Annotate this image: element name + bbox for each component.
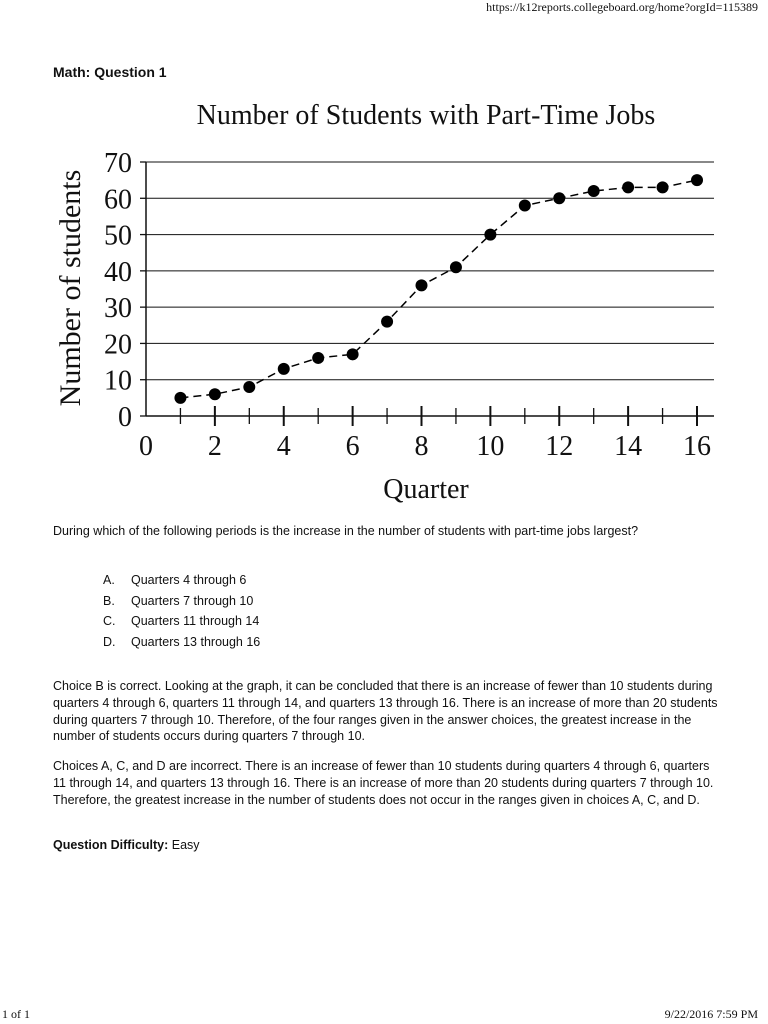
- page-url: https://k12reports.collegeboard.org/home?orgId=115389: [486, 0, 758, 14]
- data-point: [174, 392, 186, 404]
- answer-choices: [103, 570, 260, 653]
- data-point: [278, 363, 290, 375]
- x-tick-label: 2: [207, 431, 222, 462]
- x-tick-label: 10: [476, 431, 505, 462]
- x-tick-label: 0: [139, 431, 153, 462]
- data-point: [519, 200, 531, 212]
- choice-c[interactable]: [103, 611, 260, 632]
- chart-axes: [140, 162, 714, 426]
- choice-letter: A.: [103, 573, 115, 587]
- data-point: [657, 181, 669, 193]
- data-point: [209, 388, 221, 400]
- page-count: 1 of 1: [2, 1007, 30, 1021]
- choice-text: Quarters 4 through 6: [131, 573, 247, 587]
- choice-a[interactable]: [103, 570, 260, 591]
- difficulty-label: Question Difficulty:: [53, 838, 169, 852]
- question-title: Math: Question 1: [53, 64, 167, 80]
- data-point: [381, 316, 393, 328]
- y-tick-label: 0: [118, 402, 132, 433]
- y-tick-label: 10: [104, 365, 132, 397]
- y-tick-label: 20: [104, 329, 132, 361]
- question-difficulty: [53, 838, 200, 852]
- data-point: [416, 279, 428, 291]
- x-axis-label: Quarter: [383, 474, 469, 505]
- question-prompt: During which of the following periods is the increase in the number of students with part-time jobs largest?: [53, 524, 639, 538]
- x-tick-label: 12: [545, 431, 574, 462]
- y-tick-label: 30: [104, 293, 132, 325]
- data-point: [243, 381, 255, 393]
- data-point: [450, 261, 462, 273]
- chart-series: [174, 174, 703, 404]
- explanation-incorrect: Choices A, C, and D are incorrect. There is an increase of fewer than 10 students during quarters 4 through 6, quarters 11 through 14, and quarters 13 through 16. There is an increase of more than 20 students during quarters 7 through 10. Therefore, the greatest increase in the number of students does not occur in the ranges given in choices A, C, and D.: [53, 759, 714, 807]
- chart-gridlines: [146, 162, 714, 380]
- difficulty-value: Easy: [171, 838, 200, 852]
- x-tick-labels: [139, 431, 711, 462]
- data-point: [691, 174, 703, 186]
- y-tick-labels: [104, 148, 132, 433]
- data-point: [484, 229, 496, 241]
- data-point: [347, 348, 359, 360]
- x-tick-label: 14: [614, 431, 643, 462]
- print-timestamp: 9/22/2016 7:59 PM: [664, 1007, 758, 1021]
- data-point: [622, 181, 634, 193]
- data-point: [588, 185, 600, 197]
- data-point: [553, 192, 565, 204]
- x-tick-label: 4: [276, 431, 291, 462]
- series-line: [180, 180, 697, 398]
- choice-b[interactable]: [103, 591, 260, 612]
- x-tick-label: 8: [414, 431, 429, 462]
- choice-d[interactable]: [103, 632, 260, 653]
- choice-letter: B.: [103, 593, 115, 608]
- x-tick-label: 6: [345, 431, 360, 462]
- y-axis-label: Number of students: [54, 169, 87, 407]
- choice-letter: D.: [103, 635, 116, 650]
- explanation-correct: Choice B is correct. Looking at the graph, it can be concluded that there is an increase of fewer than 10 students during quarters 4 through 6, quarters 11 through 14, and quarters 13 through 16. There is an increase of more than 20 students during quarters 7 through 10. Therefore, of the four ranges given in the answer choices, the greatest increase in the number of students occurs during quarters 7 through 10.: [53, 679, 718, 744]
- choice-text: Quarters 13 through 16: [131, 635, 261, 650]
- data-point: [312, 352, 324, 364]
- x-tick-label: 16: [683, 431, 711, 462]
- chart-title: Number of Students with Part-Time Jobs: [196, 100, 656, 131]
- y-tick-label: 70: [104, 148, 132, 179]
- y-tick-label: 50: [104, 220, 132, 252]
- choice-text: Quarters 11 through 14: [131, 614, 260, 629]
- choice-letter: C.: [103, 614, 116, 629]
- y-tick-label: 60: [104, 184, 132, 216]
- y-tick-label: 40: [104, 256, 132, 288]
- choice-text: Quarters 7 through 10: [131, 593, 254, 608]
